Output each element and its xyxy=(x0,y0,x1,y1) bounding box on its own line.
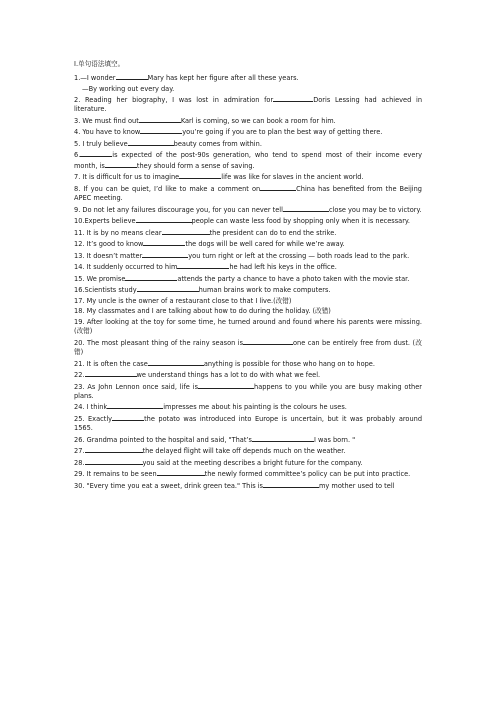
question-text: 6. xyxy=(74,151,81,160)
question-text: 29. It remains to be seen xyxy=(74,470,157,479)
question-text: the delayed flight will take off depends much on the weather. xyxy=(142,447,346,456)
question-text: human brains work to make computers. xyxy=(198,286,331,295)
question-text: 19. After looking at the toy for some time, he turned around and found where his parents were missing. (改错) xyxy=(74,317,422,336)
answer-blank[interactable] xyxy=(105,161,137,168)
question-item xyxy=(74,139,422,149)
question-text: 28. xyxy=(74,458,85,467)
answer-blank[interactable] xyxy=(177,262,229,269)
question-item xyxy=(74,274,422,284)
question-text: anything is possible for those who hang on to hope. xyxy=(203,359,375,368)
question-text: impresses me about his painting is the colours he uses. xyxy=(163,403,347,412)
question-text: 7. It is difficult for us to imagine xyxy=(74,173,180,182)
question-item xyxy=(74,127,422,137)
question-text: I was born. " xyxy=(313,435,356,444)
answer-blank[interactable] xyxy=(143,239,185,246)
question-text: 16.Scientists study xyxy=(74,286,137,295)
question-item xyxy=(74,184,422,204)
answer-blank[interactable] xyxy=(128,139,174,146)
question-item xyxy=(74,382,422,402)
answer-blank[interactable] xyxy=(136,216,192,223)
question-text: China has benefited from the Beijing APEC meeting. xyxy=(74,184,422,203)
question-item xyxy=(74,172,422,182)
answer-blank[interactable] xyxy=(148,359,204,366)
question-text: you turn right or left at the crossing — both roads lead to the park. xyxy=(188,251,410,260)
question-text: 13. It doesn’t matter xyxy=(74,251,143,260)
question-text: 25. Exactly xyxy=(74,414,113,423)
worksheet-page xyxy=(74,60,422,492)
question-item xyxy=(74,251,422,261)
question-text: 30. "Every time you eat a sweet, drink green tea." This is xyxy=(74,481,263,490)
answer-blank[interactable] xyxy=(260,184,296,191)
question-item xyxy=(74,73,422,83)
question-text: —By working out every day. xyxy=(82,84,175,93)
question-item xyxy=(74,469,422,479)
answer-blank[interactable] xyxy=(162,228,210,235)
question-text: 12. It’s good to know xyxy=(74,240,144,249)
question-text: 9. Do not let any failures discourage you, for you can never tell xyxy=(74,205,283,214)
question-text: 15. We promise xyxy=(74,274,126,283)
question-item xyxy=(74,216,422,226)
question-text: 24. I think xyxy=(74,403,108,412)
question-item xyxy=(74,338,422,358)
question-text: 17. My uncle is the owner of a restaurant close to that I live.(改错) xyxy=(74,296,292,305)
question-text: the newly formed committee’s policy can be put into practice. xyxy=(204,470,411,479)
question-item xyxy=(74,446,422,456)
answer-blank[interactable] xyxy=(85,458,143,465)
question-text: 22. xyxy=(74,371,85,380)
question-text: we understand things has a lot to do with what we feel. xyxy=(136,371,321,380)
question-item xyxy=(74,402,422,412)
section-heading: I.单句语法填空。 xyxy=(74,60,125,68)
answer-blank[interactable] xyxy=(157,469,205,476)
question-text: my mother used to tell xyxy=(319,481,395,490)
question-text: Karl is coming, so we can book a room for him. xyxy=(180,116,336,125)
question-item xyxy=(74,307,422,316)
question-text: people can waste less food by shopping only when it is necessary. xyxy=(191,217,410,226)
question-item xyxy=(74,239,422,249)
question-text: one can be entirely free from dust. (改错) xyxy=(74,338,422,357)
question-text: 2. Reading her biography, I was lost in admiration for xyxy=(74,96,274,104)
question-item xyxy=(74,370,422,380)
question-text: close you may be to victory. xyxy=(328,205,422,214)
question-item xyxy=(74,262,422,272)
question-text: life was like for slaves in the ancient world. xyxy=(221,173,364,182)
question-item xyxy=(74,85,422,94)
question-text: 5. I truly believe xyxy=(74,139,128,148)
question-item xyxy=(74,150,422,171)
answer-blank[interactable] xyxy=(85,446,143,453)
answer-blank[interactable] xyxy=(142,251,188,258)
question-item xyxy=(74,481,422,491)
answer-blank[interactable] xyxy=(179,172,221,179)
question-item xyxy=(74,228,422,238)
question-text: he had left his keys in the office. xyxy=(229,263,337,272)
answer-blank[interactable] xyxy=(85,370,137,377)
question-text: attends the party a chance to have a photo taken with the movie star. xyxy=(177,274,410,283)
question-text: 10.Experts believe xyxy=(74,217,136,226)
question-item xyxy=(74,116,422,126)
answer-blank[interactable] xyxy=(243,338,293,345)
question-item xyxy=(74,359,422,369)
question-text: 14. It suddenly occurred to him xyxy=(74,263,178,272)
answer-blank[interactable] xyxy=(252,435,314,442)
question-text: 18. My classmates and I are talking about how to do during the holiday. (改错) xyxy=(74,307,331,316)
question-text: 11. It is by no means clear xyxy=(74,228,162,237)
question-text: the potato was introduced into Europe is uncertain, but it was probably around 1565. xyxy=(74,414,422,433)
question-item xyxy=(74,435,422,445)
answer-blank[interactable] xyxy=(283,205,329,212)
question-text: 21. It is often the case xyxy=(74,359,148,368)
answer-blank[interactable] xyxy=(139,116,181,123)
question-text: 1.—I wonder xyxy=(74,74,116,82)
question-text: beauty comes from within. xyxy=(173,139,262,148)
question-item xyxy=(74,297,422,306)
question-item xyxy=(74,458,422,468)
question-text: happens to you while you are busy making other plans. xyxy=(74,382,422,400)
answer-blank[interactable] xyxy=(198,382,254,389)
answer-blank[interactable] xyxy=(112,414,144,421)
answer-blank[interactable] xyxy=(80,150,112,157)
question-text: Doris Lessing had achieved in literature. xyxy=(74,96,423,114)
answer-blank[interactable] xyxy=(263,481,319,488)
question-text: 26. Grandma pointed to the hospital and said, "That’s xyxy=(74,435,252,444)
question-list xyxy=(74,73,422,491)
question-text: 20. The most pleasant thing of the rainy season is xyxy=(74,338,244,347)
question-text: 3. We must find out xyxy=(74,116,139,125)
question-item xyxy=(74,285,422,295)
question-text: 27. xyxy=(74,447,85,456)
answer-blank[interactable] xyxy=(107,402,163,409)
answer-blank[interactable] xyxy=(273,95,313,102)
answer-blank[interactable] xyxy=(125,274,177,281)
question-item xyxy=(74,318,422,337)
question-text: you’re going if you are to plan the best way of getting there. xyxy=(182,128,383,137)
question-item xyxy=(74,95,422,115)
question-text: the dogs will be well cared for while we’re away. xyxy=(185,240,345,249)
answer-blank[interactable] xyxy=(137,285,199,292)
question-text: they should form a sense of saving. xyxy=(136,161,255,170)
question-text: is expected of the post-90s generation, who tend to spend most of their income every month, is xyxy=(74,151,422,170)
question-text: 8. If you can be quiet, I’d like to make a comment on xyxy=(74,184,261,193)
question-text: you said at the meeting describes a bright future for the company. xyxy=(142,458,363,467)
answer-blank[interactable] xyxy=(116,73,148,80)
answer-blank[interactable] xyxy=(140,127,182,134)
question-item xyxy=(74,205,422,215)
question-item xyxy=(74,414,422,434)
question-text: 4. You have to know xyxy=(74,128,141,137)
question-text: Mary has kept her figure after all these years. xyxy=(147,74,299,82)
question-text: the president can do to end the strike. xyxy=(209,228,337,237)
question-text: 23. As John Lennon once said, life is xyxy=(74,382,199,391)
